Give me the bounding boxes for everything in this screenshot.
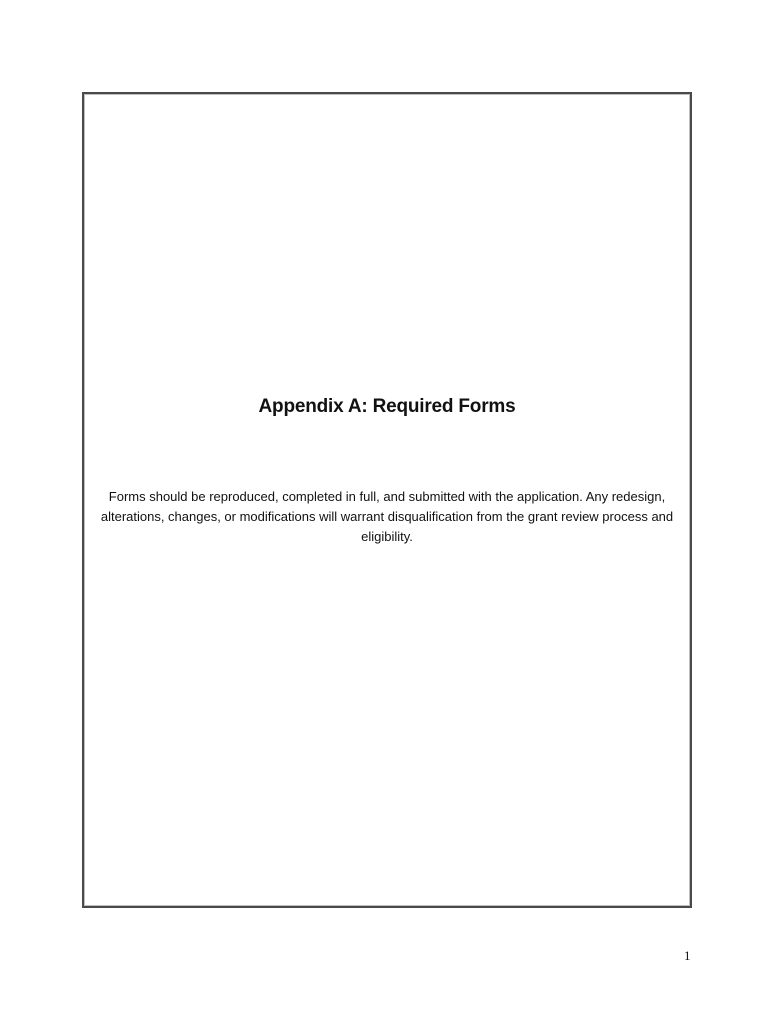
page-title: Appendix A: Required Forms [258, 396, 516, 417]
instructions-paragraph: Forms should be reproduced, completed in full, and submitted with the application. Any redesign, alterations, changes, or modifications will warrant disqualification from the grant review process and eligibility. [100, 489, 674, 544]
page-number: 1 [684, 948, 691, 963]
page-border-frame [82, 92, 692, 908]
